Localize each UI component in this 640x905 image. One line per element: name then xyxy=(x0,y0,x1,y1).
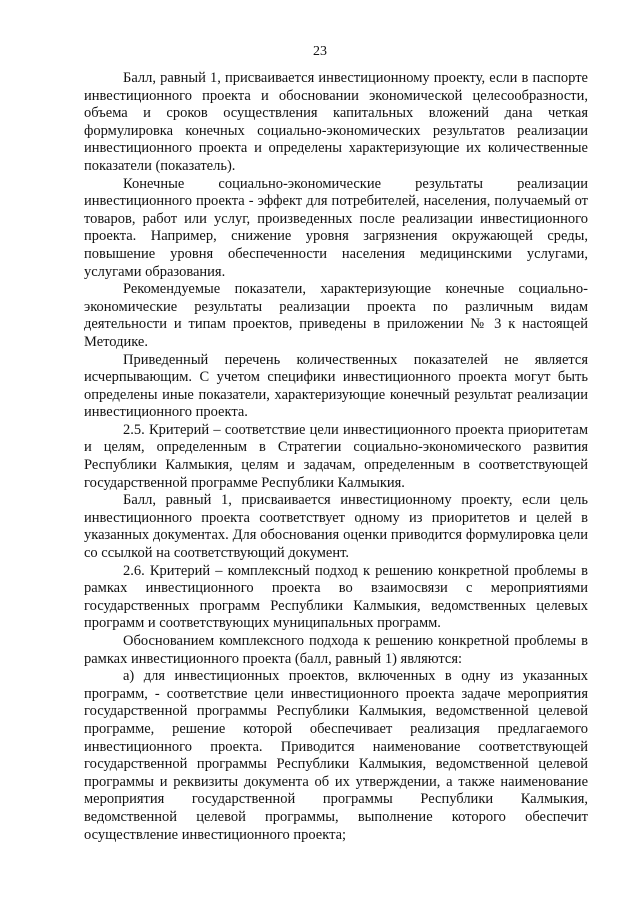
paragraph-item-a: а) для инвестиционных проектов, включенных в одну из указанных программ, - соответствие цели инвестиционного проекта задаче мероприятия государственной программы Республики Калмыкия, ведомственной целевой программе, решение которой обеспечивает реализация предлагаемого инвестиционного проекта. Приводится наименование соответствующей государственной программы Республики Калмыкия, ведомственной целевой программы и реквизиты документа об их утверждении, а также наименование мероприятия государственной программы Республики Калмыкия, ведомственной целевой программы, выполнение которого обеспечит осуществление инвестиционного проекта; xyxy=(84,668,588,843)
paragraph-complex-approach: Обоснованием комплексного подхода к решению конкретной проблемы в рамках инвестиционного проекта (балл, равный 1) являются: xyxy=(84,633,588,667)
paragraph-final-results: Конечные социально-экономические результаты реализации инвестиционного проекта - эффект для потребителей, населения, получаемый от товаров, работ или услуг, произведенных после реализации инвестиционного проекта. Например, снижение уровня загрязнения окружающей среды, повышение уровня обеспеченности населения медицинскими услугами, услугами образования. xyxy=(84,175,588,280)
paragraph-indicator-list: Приведенный перечень количественных показателей не является исчерпывающим. С учетом специфики инвестиционного проекта могут быть определены иные показатели, характеризующие конечный результат реализации инвестиционного проекта. xyxy=(84,351,588,421)
paragraph-criterion-2-5-score: Балл, равный 1, присваивается инвестиционному проекту, если цель инвестиционного проекта соответствует одному из приоритетов и целей в указанных документах. Для обоснования оценки приводится формулировка цели со ссылкой на соответствующий документ. xyxy=(84,492,588,562)
document-body xyxy=(84,70,588,844)
page-number: 23 xyxy=(313,44,327,59)
paragraph-criterion-2-5: 2.5. Критерий – соответствие цели инвестиционного проекта приоритетам и целям, определенным в Стратегии социально-экономического развития Республики Калмыкия, целям и задачам, определенным в соответствующей государственной программе Республики Калмыкия. xyxy=(84,421,588,491)
paragraph-score-definition: Балл, равный 1, присваивается инвестиционному проекту, если в паспорте инвестиционного проекта и обосновании экономической целесообразности, объема и сроков осуществления капитальных вложений дана четкая формулировка конечных социально-экономических результатов реализации инвестиционного проекта и определены характеризующие их количественные показатели (показатель). xyxy=(84,70,588,174)
paragraph-criterion-2-6: 2.6. Критерий – комплексный подход к решению конкретной проблемы в рамках инвестиционного проекта во взаимосвязи с мероприятиями государственных программ Республики Калмыкия, ведомственных целевых программ и соответствующих муниципальных программ. xyxy=(84,562,588,632)
paragraph-recommended-indicators: Рекомендуемые показатели, характеризующие конечные социально-экономические результаты реализации проекта по различным видам деятельности и типам проектов, приведены в приложении № 3 к настоящей Методике. xyxy=(84,281,588,350)
